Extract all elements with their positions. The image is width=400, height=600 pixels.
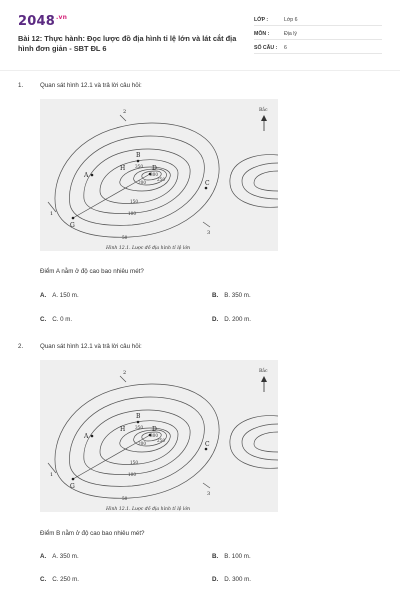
- contour-200-label: 200: [138, 180, 146, 185]
- q2-option-d[interactable]: [212, 576, 251, 583]
- contour-150-label: 150: [130, 199, 138, 204]
- contour-300-label: 300: [150, 172, 158, 177]
- topographic-map: [40, 99, 278, 251]
- topographic-map: [40, 360, 278, 512]
- point-a-label: A: [84, 172, 89, 179]
- contour-250-label: 250: [157, 177, 165, 182]
- q2-option-d-letter: D.: [212, 576, 219, 583]
- marker-1-label: 1: [50, 472, 54, 478]
- q2-option-c-text: C. 250 m.: [52, 576, 80, 583]
- q1-option-d-letter: D.: [212, 316, 219, 323]
- north-label: Bắc: [259, 369, 268, 374]
- question-2-prompt: Quan sát hình 12.1 và trả lời câu hỏi:: [40, 343, 142, 350]
- meta-class-label: LỚP :: [254, 17, 269, 23]
- meta-count: [254, 42, 382, 54]
- contour-100-label: 100: [128, 472, 136, 477]
- question-1-prompt: Quan sát hình 12.1 và trả lời câu hỏi:: [40, 82, 142, 89]
- question-1-text: Điểm A nằm ở độ cao bao nhiêu mét?: [40, 268, 144, 275]
- contour-350-label: 350: [135, 164, 143, 169]
- meta-subject-value: Địa lý: [284, 31, 297, 37]
- marker-3-label: 3: [207, 491, 211, 497]
- meta-class-value: Lớp 6: [284, 17, 298, 23]
- meta-subject: [254, 28, 382, 40]
- contour-300-label: 300: [150, 433, 158, 438]
- q1-option-c[interactable]: [40, 316, 72, 323]
- meta-class: [254, 14, 382, 26]
- q2-option-a-text: A. 350 m.: [52, 553, 79, 560]
- question-2-figure: [40, 360, 278, 512]
- site-logo[interactable]: [18, 14, 67, 29]
- q2-option-d-text: D. 300 m.: [224, 576, 252, 583]
- point-b-label: B: [136, 152, 141, 159]
- q2-option-b-letter: B.: [212, 553, 219, 560]
- contour-100-label: 100: [128, 211, 136, 216]
- question-2-number: 2.: [18, 343, 24, 350]
- q1-option-a-letter: A.: [40, 292, 47, 299]
- page-header: [0, 0, 400, 66]
- point-g-label: G: [70, 483, 75, 490]
- logo-text: 2048: [18, 14, 55, 29]
- question-1-figure: [40, 99, 278, 251]
- meta-count-value: 6: [284, 45, 287, 51]
- q1-option-c-text: C. 0 m.: [52, 316, 73, 323]
- point-h-label: H: [120, 165, 126, 172]
- meta-count-label: SỐ CÂU :: [254, 45, 278, 51]
- header-divider: [0, 70, 400, 71]
- question-2-text: Điểm B nằm ở độ cao bao nhiêu mét?: [40, 530, 145, 537]
- point-d-label: D: [152, 426, 157, 433]
- point-h-label: H: [120, 426, 126, 433]
- q2-option-b[interactable]: [212, 553, 251, 560]
- q2-option-c-letter: C.: [40, 576, 47, 583]
- contour-250-label: 250: [157, 438, 165, 443]
- q1-option-b[interactable]: [212, 292, 251, 299]
- q1-option-d[interactable]: [212, 316, 251, 323]
- q1-option-b-letter: B.: [212, 292, 219, 299]
- q1-option-d-text: D. 200 m.: [224, 316, 252, 323]
- q1-option-b-text: B. 350 m.: [224, 292, 251, 299]
- marker-1-label: 1: [50, 211, 54, 217]
- q2-option-c[interactable]: [40, 576, 79, 583]
- marker-2-label: 2: [123, 109, 127, 115]
- marker-2-label: 2: [123, 370, 127, 376]
- contour-50-label: 50: [122, 496, 128, 501]
- q1-option-a[interactable]: [40, 292, 79, 299]
- point-c-label: C: [205, 441, 210, 448]
- meta-subject-label: MÔN :: [254, 31, 270, 37]
- q2-option-a[interactable]: [40, 553, 79, 560]
- q1-option-a-text: A. 150 m.: [52, 292, 79, 299]
- point-b-label: B: [136, 413, 141, 420]
- q2-option-b-text: B. 100 m.: [224, 553, 251, 560]
- contour-50-label: 50: [122, 235, 128, 240]
- question-1-number: 1.: [18, 82, 24, 89]
- figure-caption: Hình 12.1. Lược đồ địa hình tỉ lệ lớn: [106, 246, 191, 251]
- contour-200-label: 200: [138, 441, 146, 446]
- figure-caption: Hình 12.1. Lược đồ địa hình tỉ lệ lớn: [106, 507, 191, 512]
- q1-option-c-letter: C.: [40, 316, 47, 323]
- point-g-label: G: [70, 222, 75, 229]
- q2-option-a-letter: A.: [40, 553, 47, 560]
- page-title: Bài 12: Thực hành: Đọc lược đồ địa hình tỉ lệ lớn và lát cắt địa hình đơn giản - SBT ĐL 6: [18, 34, 237, 53]
- contour-150-label: 150: [130, 460, 138, 465]
- contour-350-label: 350: [135, 425, 143, 430]
- north-label: Bắc: [259, 108, 268, 113]
- logo-suffix: .vn: [55, 14, 68, 21]
- marker-3-label: 3: [207, 230, 211, 236]
- point-d-label: D: [152, 165, 157, 172]
- point-a-label: A: [84, 433, 89, 440]
- point-c-label: C: [205, 180, 210, 187]
